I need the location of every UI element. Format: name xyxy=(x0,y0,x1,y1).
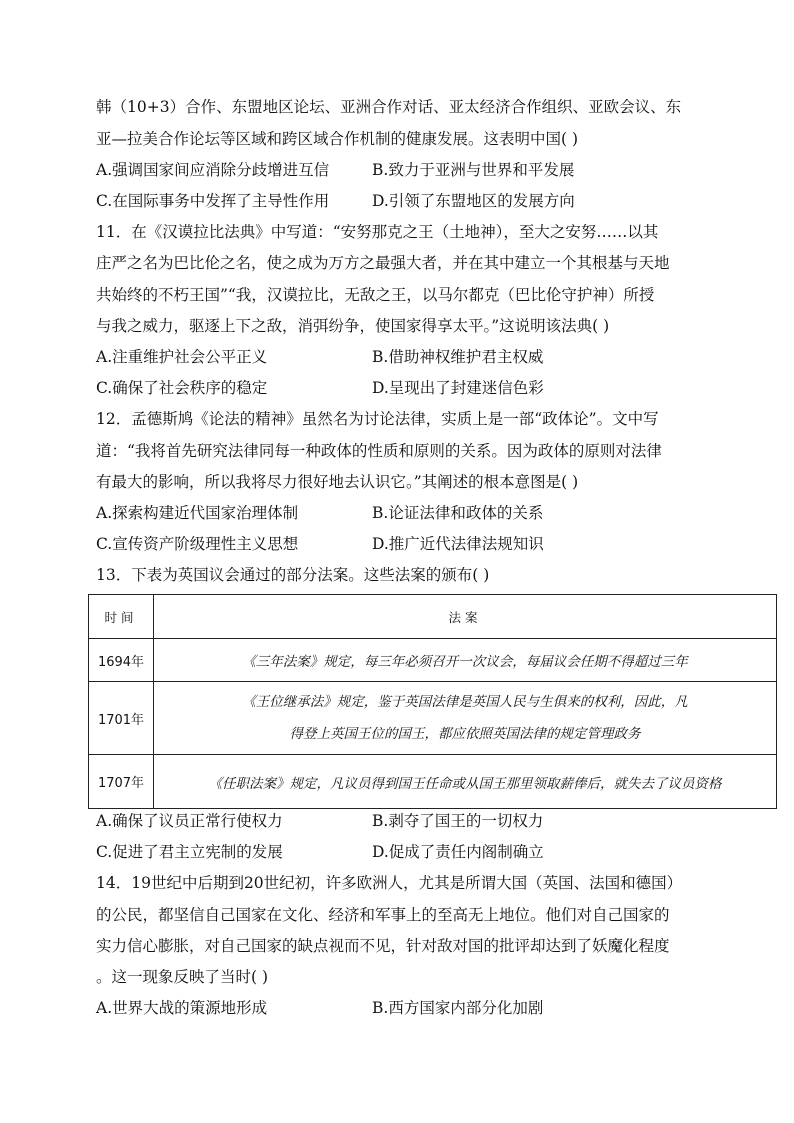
q10-option-c[interactable]: C.在国际事务中发挥了主导性作用 xyxy=(96,192,330,210)
q11-option-b[interactable]: B.借助神权维护君主权威 xyxy=(372,348,544,366)
table-row xyxy=(89,639,777,682)
q10-option-d[interactable]: D.引领了东盟地区的发展方向 xyxy=(372,192,575,210)
q13-option-b[interactable]: B.剥夺了国王的一切权力 xyxy=(372,812,544,830)
q13-option-a[interactable]: A.确保了议员正常行使权力 xyxy=(96,812,283,830)
q14-line-2: 的公民，都坚信自己国家在文化、经济和军事上的至高无上地位。他们对自己国家的 xyxy=(96,906,670,924)
q12-option-c[interactable]: C.宣传资产阶级理性主义思想 xyxy=(96,535,299,553)
q11-option-a[interactable]: A.注重维护社会公平正义 xyxy=(96,348,268,366)
row-act-line-1: 《王位继承法》规定，鉴于英国法律是英国人民与生俱来的权利，因此，凡 xyxy=(242,694,688,710)
q12-line-2: 道：“我将首先研究法律同每一种政体的性质和原则的关系。因为政体的原则对法律 xyxy=(96,442,662,460)
q14-line-4: 。这一现象反映了当时( ) xyxy=(96,968,269,986)
header-time: 时间 xyxy=(89,595,154,639)
q10-line-1: 韩（10+3）合作、东盟地区论坛、亚洲合作对话、亚太经济合作组织、亚欧会议、东 xyxy=(96,98,682,116)
row-act xyxy=(154,682,777,755)
q11-line-4: 与我之威力，驱逐上下之敌，消弭纷争，使国家得享太平。”这说明该法典( ) xyxy=(96,317,610,335)
q10-line-2: 亚—拉美合作论坛等区域和跨区域合作机制的健康发展。这表明中国( ) xyxy=(96,130,579,148)
q11-line-3: 共始终的不朽王国”“我，汉谟拉比，无敌之王，以马尔都克（巴比伦守护神）所授 xyxy=(96,286,655,304)
q11-line-2: 庄严之名为巴比伦之名，使之成为万方之最强大者，并在其中建立一个其根基与天地 xyxy=(96,254,670,272)
q14-line-3: 实力信心膨胀，对自己国家的缺点视而不见，针对敌对国的批评却达到了妖魔化程度 xyxy=(96,937,670,955)
q14-option-a[interactable]: A.世界大战的策源地形成 xyxy=(96,999,268,1017)
header-act: 法案 xyxy=(154,595,777,639)
q12-line-1: 12．孟德斯鸠《论法的精神》虽然名为讨论法律，实质上是一部“政体论”。文中写 xyxy=(96,410,659,428)
q11-option-d[interactable]: D.呈现出了封建迷信色彩 xyxy=(372,379,544,397)
q10-option-b[interactable]: B.致力于亚洲与世界和平发展 xyxy=(372,161,575,179)
q13-option-d[interactable]: D.促成了责任内阁制确立 xyxy=(372,843,544,861)
q12-option-d[interactable]: D.推广近代法律法规知识 xyxy=(372,535,544,553)
row-act: 《三年法案》规定，每三年必须召开一次议会，每届议会任期不得超过三年 xyxy=(154,639,777,682)
row-year: 1707年 xyxy=(89,755,154,809)
table-header-row xyxy=(89,595,777,639)
q13-option-c[interactable]: C.促进了君主立宪制的发展 xyxy=(96,843,283,861)
q13-line-1: 13．下表为英国议会通过的部分法案。这些法案的颁布( ) xyxy=(96,566,490,584)
table-row xyxy=(89,682,777,755)
q11-option-c[interactable]: C.确保了社会秩序的稳定 xyxy=(96,379,268,397)
row-year: 1694年 xyxy=(89,639,154,682)
q11-line-1: 11．在《汉谟拉比法典》中写道：“安努那克之王（土地神），至大之安努……以其 xyxy=(96,223,659,241)
q10-option-a[interactable]: A.强调国家间应消除分歧增进互信 xyxy=(96,161,330,179)
row-act: 《任职法案》规定，凡议员得到国王任命或从国王那里领取薪俸后，就失去了议员资格 xyxy=(154,755,777,809)
table-row xyxy=(89,755,777,809)
q12-option-a[interactable]: A.探索构建近代国家治理体制 xyxy=(96,504,299,522)
row-year: 1701年 xyxy=(89,682,154,755)
row-act-line-2: 得登上英国王位的国王，都应依照英国法律的规定管理政务 xyxy=(289,726,641,742)
q12-line-3: 有最大的影响，所以我将尽力很好地去认识它。”其阐述的根本意图是( ) xyxy=(96,473,579,491)
q12-option-b[interactable]: B.论证法律和政体的关系 xyxy=(372,504,544,522)
q14-line-1: 14．19世纪中后期到20世纪初，许多欧洲人，尤其是所谓大国（英国、法国和德国） xyxy=(96,874,683,892)
q14-option-b[interactable]: B.西方国家内部分化加剧 xyxy=(372,999,544,1017)
acts-table xyxy=(88,594,777,809)
